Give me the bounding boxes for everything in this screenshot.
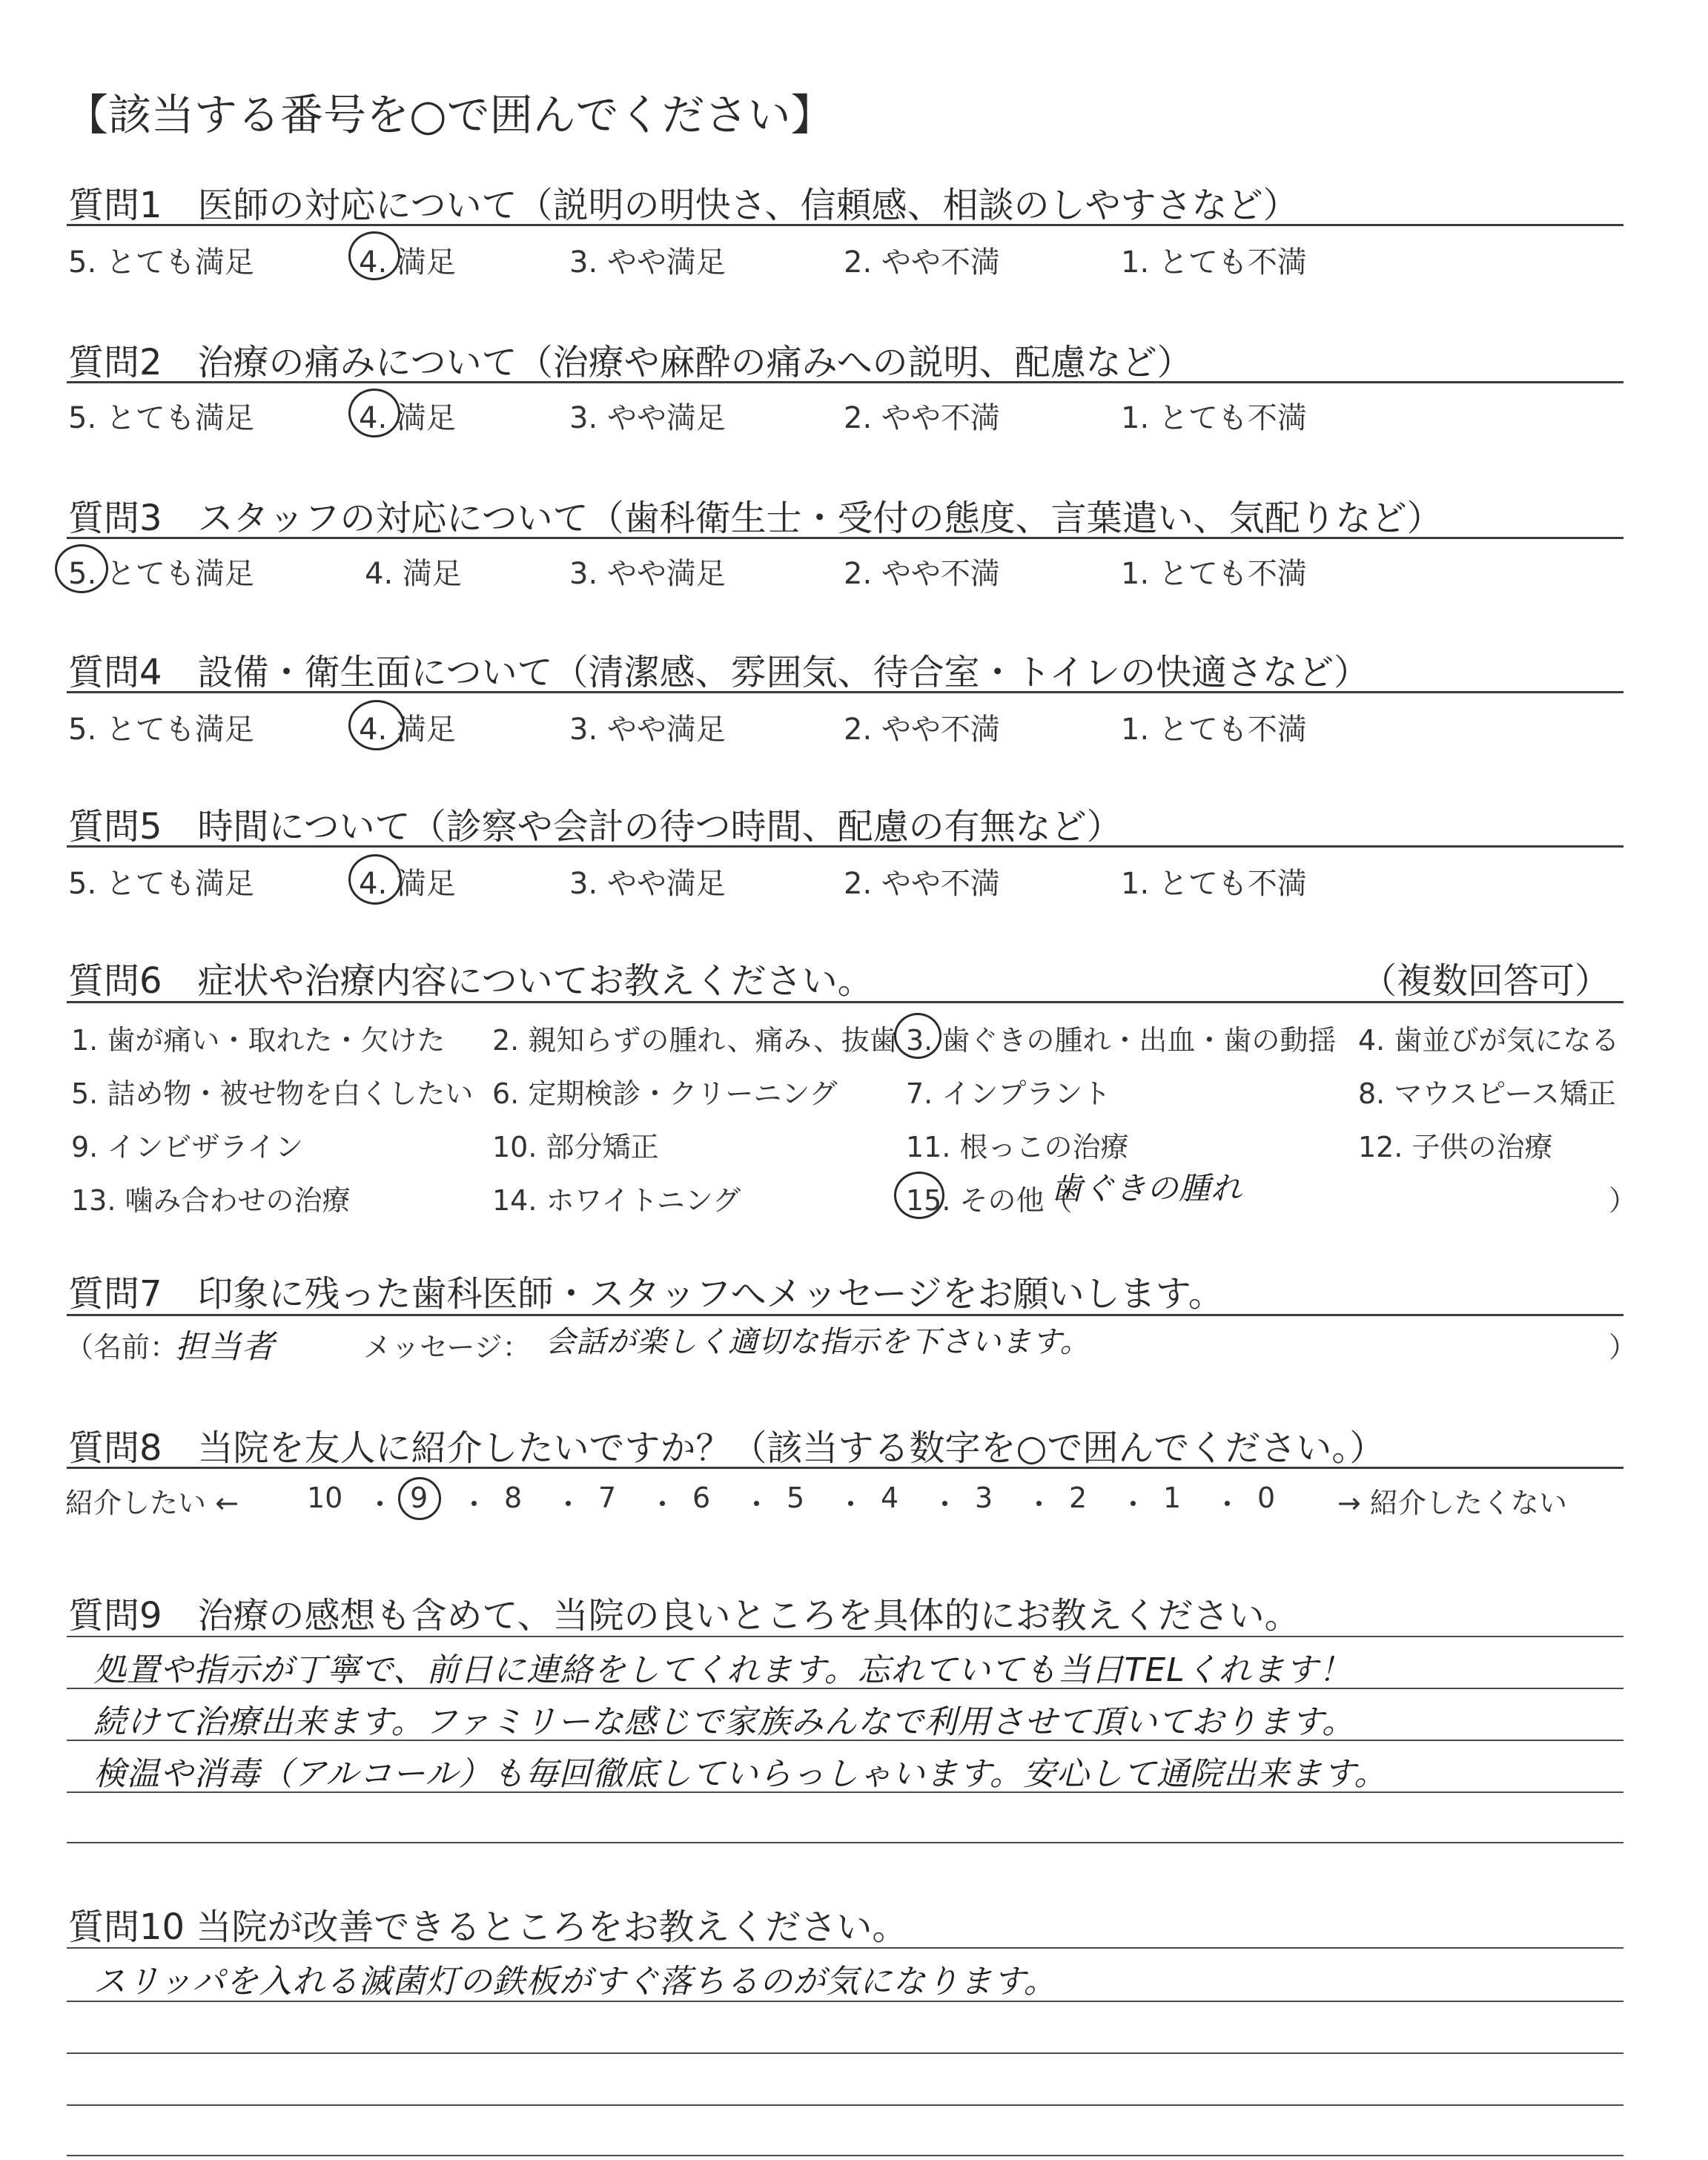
q3-title: 質問3 スタッフの対応について（歯科衛生士・受付の態度、言葉遣い、気配りなど）	[68, 498, 1443, 539]
q6-title: 質問6 症状や治療内容についてお教えください。	[68, 960, 873, 1002]
q6-other-answer: 歯ぐきの腫れ	[1051, 1170, 1243, 1206]
q5-option-3[interactable]: 3. やや満足	[569, 867, 726, 901]
q8-rule	[67, 1467, 1623, 1469]
q6-item-8[interactable]: 8. マウスピース矯正	[1358, 1077, 1616, 1110]
q5-selection-circle	[348, 854, 402, 905]
q8-scale-2[interactable]: 2	[1069, 1482, 1088, 1514]
q6-item-11[interactable]: 11. 根っこの治療	[906, 1131, 1129, 1163]
q8-scale-1[interactable]: 1	[1163, 1482, 1182, 1514]
q1-option-1[interactable]: 1. とても不満	[1121, 245, 1307, 280]
q8-scale-separator: ・	[1213, 1488, 1242, 1521]
q8-scale-3[interactable]: 3	[975, 1482, 993, 1514]
q1-option-5[interactable]: 5. とても満足	[68, 245, 254, 280]
q5-option-2[interactable]: 2. やや不満	[844, 867, 1000, 901]
q8-scale-separator: ・	[460, 1488, 489, 1521]
q2-title: 質問2 治療の痛みについて（治療や麻酔の痛みへの説明、配慮など）	[68, 342, 1193, 383]
q2-selection-circle	[348, 389, 400, 437]
q3-selection-circle	[55, 544, 108, 593]
form-header: 【該当する番号を○で囲んでください】	[65, 90, 834, 140]
q6-selection-circle-3	[894, 1013, 941, 1059]
q9-line-0	[67, 1636, 1623, 1637]
q8-scale-7[interactable]: 7	[598, 1482, 617, 1514]
q10-line-3	[67, 2104, 1623, 2106]
q10-answer-line-1: スリッパを入れる滅菌灯の鉄板がすぐ落ちるのが気になります。	[93, 1963, 1057, 2001]
q6-item-2[interactable]: 2. 親知らずの腫れ、痛み、抜歯	[492, 1024, 898, 1057]
q6-item-3[interactable]: 3. 歯ぐきの腫れ・出血・歯の動揺	[906, 1024, 1337, 1057]
q6-note: （複数回答可）	[1361, 960, 1611, 1002]
q4-option-4[interactable]: 4. 満足	[359, 713, 456, 747]
q8-selection-circle	[398, 1477, 441, 1520]
q2-rule	[67, 381, 1623, 383]
q5-title: 質問5 時間について（診察や会計の待つ時間、配慮の有無など）	[68, 806, 1122, 848]
q4-option-2[interactable]: 2. やや不満	[844, 713, 1000, 747]
q1-selection-circle	[348, 231, 400, 280]
q7-message-label: メッセージ：	[363, 1331, 531, 1364]
q1-rule	[67, 224, 1623, 226]
q6-item-5[interactable]: 5. 詰め物・被せ物を白くしたい	[71, 1077, 474, 1110]
q9-answer-line-1: 処置や指示が丁寧で、前日に連絡をしてくれます。忘れていても当日TELくれます！	[93, 1651, 1352, 1689]
q3-option-4[interactable]: 4. 満足	[365, 557, 462, 591]
q8-scale-9[interactable]: 9	[410, 1482, 428, 1514]
q10-line-4	[67, 2155, 1623, 2156]
q2-option-3[interactable]: 3. やや満足	[569, 401, 726, 435]
q8-scale-0[interactable]: 0	[1257, 1482, 1276, 1514]
q2-option-1[interactable]: 1. とても不満	[1121, 401, 1307, 435]
q3-rule	[67, 537, 1623, 539]
q2-option-4[interactable]: 4. 満足	[359, 401, 456, 435]
q10-line-2	[67, 2052, 1623, 2054]
q7-message-value: 会話が楽しく適切な指示を下さいます。	[546, 1325, 1090, 1359]
q9-line-4	[67, 1842, 1623, 1843]
q6-item-9[interactable]: 9. インビザライン	[71, 1131, 304, 1163]
q8-right-label: → 紹介したくない	[1337, 1487, 1567, 1519]
q1-option-2[interactable]: 2. やや不満	[844, 245, 1000, 280]
q7-name-label: （名前：	[65, 1331, 179, 1364]
q2-option-2[interactable]: 2. やや不満	[844, 401, 1000, 435]
q9-answer-line-3: 検温や消毒（アルコール）も毎回徹底していらっしゃいます。安心して通院出来ます。	[93, 1755, 1388, 1793]
q4-option-3[interactable]: 3. やや満足	[569, 713, 726, 747]
q3-option-1[interactable]: 1. とても不満	[1121, 557, 1307, 591]
q9-line-1	[67, 1688, 1623, 1689]
q3-option-2[interactable]: 2. やや不満	[844, 557, 1000, 591]
q1-option-4[interactable]: 4. 満足	[359, 245, 456, 280]
q8-scale-separator: ・	[836, 1488, 865, 1521]
q3-option-5[interactable]: 5. とても満足	[68, 557, 254, 591]
q5-option-1[interactable]: 1. とても不満	[1121, 867, 1307, 901]
q8-scale-6[interactable]: 6	[692, 1482, 711, 1514]
q7-close: ）	[1609, 1331, 1638, 1364]
q4-title: 質問4 設備・衛生面について（清潔感、雰囲気、待合室・トイレの快適さなど）	[68, 652, 1370, 693]
q5-option-4[interactable]: 4. 満足	[359, 867, 456, 901]
q10-line-0	[67, 1947, 1623, 1949]
q8-scale-separator: ・	[930, 1488, 959, 1521]
q8-scale-separator: ・	[1025, 1488, 1053, 1521]
q8-scale-separator: ・	[554, 1488, 583, 1521]
q9-line-2	[67, 1740, 1623, 1741]
q5-rule	[67, 845, 1623, 848]
q6-item-10[interactable]: 10. 部分矯正	[492, 1131, 659, 1163]
q6-item-14[interactable]: 14. ホワイトニング	[492, 1184, 741, 1217]
q8-scale-separator: ・	[1119, 1488, 1148, 1521]
q6-item-4[interactable]: 4. 歯並びが気になる	[1358, 1024, 1620, 1057]
q6-item-6[interactable]: 6. 定期検診・クリーニング	[492, 1077, 838, 1110]
q1-title: 質問1 医師の対応について（説明の明快さ、信頼感、相談のしやすさなど）	[68, 185, 1299, 226]
q8-scale-10[interactable]: 10	[307, 1482, 343, 1514]
q9-answer-line-2: 続けて治療出来ます。ファミリーな感じで家族みんなで利用させて頂いております。	[93, 1703, 1356, 1741]
q6-other-close: ）	[1609, 1184, 1638, 1217]
q8-scale-8[interactable]: 8	[504, 1482, 523, 1514]
q1-option-3[interactable]: 3. やや満足	[569, 245, 726, 280]
q10-line-1	[67, 2001, 1623, 2002]
q9-title: 質問9 治療の感想も含めて、当院の良いところを具体的にお教えください。	[68, 1595, 1300, 1636]
q8-left-label: 紹介したい ←	[65, 1487, 239, 1519]
q4-selection-circle	[348, 700, 405, 750]
q6-item-1[interactable]: 1. 歯が痛い・取れた・欠けた	[71, 1024, 446, 1057]
q4-option-5[interactable]: 5. とても満足	[68, 713, 254, 747]
q2-option-5[interactable]: 5. とても満足	[68, 401, 254, 435]
q7-title: 質問7 印象に残った歯科医師・スタッフへメッセージをお願いします。	[68, 1273, 1224, 1315]
q6-selection-circle-15	[894, 1172, 944, 1219]
q4-rule	[67, 691, 1623, 693]
q6-item-15[interactable]: 15. その他（	[906, 1184, 1073, 1217]
q10-title: 質問10 当院が改善できるところをお教えください。	[68, 1906, 908, 1948]
q6-item-12[interactable]: 12. 子供の治療	[1358, 1131, 1553, 1163]
q5-option-5[interactable]: 5. とても満足	[68, 867, 254, 901]
q3-option-3[interactable]: 3. やや満足	[569, 557, 726, 591]
q7-rule	[67, 1314, 1623, 1316]
q8-scale-separator: ・	[648, 1488, 677, 1521]
q6-item-13[interactable]: 13. 噛み合わせの治療	[71, 1184, 351, 1217]
q7-name-value: 担当者	[175, 1328, 275, 1366]
q8-title: 質問8 当院を友人に紹介したいですか？（該当する数字を○で囲んでください。）	[68, 1427, 1386, 1469]
q9-line-3	[67, 1791, 1623, 1793]
q8-scale-separator: ・	[742, 1488, 771, 1521]
q8-scale-separator: ・	[365, 1488, 394, 1521]
q8-scale-5[interactable]: 5	[787, 1482, 805, 1514]
q6-rule	[67, 1001, 1623, 1003]
q6-item-7[interactable]: 7. インプラント	[906, 1077, 1111, 1110]
q4-option-1[interactable]: 1. とても不満	[1121, 713, 1307, 747]
q8-scale-4[interactable]: 4	[881, 1482, 899, 1514]
